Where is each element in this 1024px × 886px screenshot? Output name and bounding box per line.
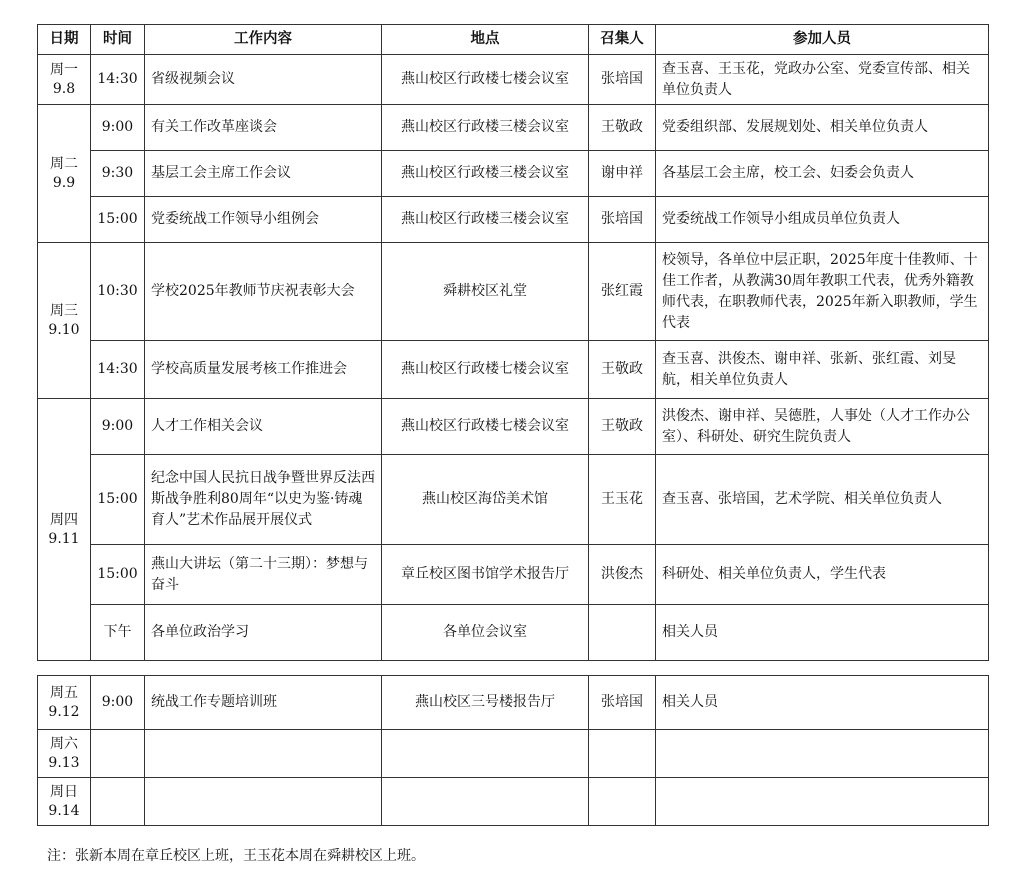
place-cell: 各单位会议室 [382, 605, 589, 661]
header-date: 日期 [38, 25, 91, 55]
content-cell: 燕山大讲坛（第二十三期）：梦想与奋斗 [145, 545, 382, 605]
table-row [38, 730, 989, 778]
day-cell-fri [38, 676, 91, 730]
convener-cell [589, 605, 656, 661]
table-row [38, 197, 989, 243]
content-cell [145, 730, 382, 778]
weekday-label: 周三 [50, 302, 78, 319]
time-cell: 15:00 [91, 455, 145, 545]
convener-cell: 张培国 [589, 55, 656, 105]
content-cell: 纪念中国人民抗日战争暨世界反法西斯战争胜利80周年“以史为鉴·铸魂育人”艺术作品展开展仪式 [145, 455, 382, 545]
convener-cell: 张培国 [589, 197, 656, 243]
date-label: 9.11 [48, 530, 80, 547]
attendees-cell: 洪俊杰、谢申祥、吴德胜，人事处（人才工作办公室）、科研处、研究生院负责人 [656, 399, 989, 455]
attendees-cell: 各基层工会主席，校工会、妇委会负责人 [656, 151, 989, 197]
time-cell: 15:00 [91, 545, 145, 605]
day-cell-thu [38, 399, 91, 661]
convener-cell: 王敬政 [589, 341, 656, 399]
convener-cell [589, 778, 656, 826]
content-cell: 学校高质量发展考核工作推进会 [145, 341, 382, 399]
header-convener: 召集人 [589, 25, 656, 55]
header-attendees: 参加人员 [656, 25, 989, 55]
time-cell: 9:00 [91, 676, 145, 730]
time-cell: 9:30 [91, 151, 145, 197]
convener-cell: 张红霞 [589, 243, 656, 341]
content-cell: 基层工会主席工作会议 [145, 151, 382, 197]
attendees-cell: 查玉喜、张培国，艺术学院、相关单位负责人 [656, 455, 989, 545]
place-cell: 燕山校区行政楼三楼会议室 [382, 105, 589, 151]
time-cell [91, 730, 145, 778]
date-label: 9.10 [48, 321, 80, 338]
table-row [38, 151, 989, 197]
convener-cell: 王敬政 [589, 105, 656, 151]
attendees-cell [656, 778, 989, 826]
attendees-cell: 相关人员 [656, 605, 989, 661]
content-cell: 统战工作专题培训班 [145, 676, 382, 730]
date-label: 9.13 [48, 754, 80, 771]
convener-cell: 谢申祥 [589, 151, 656, 197]
attendees-cell [656, 730, 989, 778]
header-place: 地点 [382, 25, 589, 55]
time-cell: 10:30 [91, 243, 145, 341]
day-cell-wed [38, 243, 91, 399]
table-row [38, 399, 989, 455]
day-cell-sun [38, 778, 91, 826]
content-cell: 党委统战工作领导小组例会 [145, 197, 382, 243]
weekday-label: 周二 [50, 155, 78, 172]
content-cell: 省级视频会议 [145, 55, 382, 105]
place-cell: 燕山校区行政楼三楼会议室 [382, 197, 589, 243]
time-cell: 9:00 [91, 105, 145, 151]
weekday-label: 周四 [50, 511, 78, 528]
attendees-cell: 科研处、相关单位负责人，学生代表 [656, 545, 989, 605]
time-cell [91, 778, 145, 826]
table-row [38, 341, 989, 399]
place-cell [382, 778, 589, 826]
schedule-table-weekend [37, 675, 989, 826]
day-cell-sat [38, 730, 91, 778]
attendees-cell: 查玉喜、王玉花，党政办公室、党委宣传部、相关单位负责人 [656, 55, 989, 105]
place-cell: 燕山校区行政楼七楼会议室 [382, 55, 589, 105]
place-cell: 燕山校区行政楼七楼会议室 [382, 399, 589, 455]
time-cell: 14:30 [91, 341, 145, 399]
table-row [38, 105, 989, 151]
weekday-label: 周六 [50, 735, 78, 752]
content-cell: 各单位政治学习 [145, 605, 382, 661]
weekday-label: 周五 [50, 684, 78, 701]
convener-cell: 张培国 [589, 676, 656, 730]
attendees-cell: 查玉喜、洪俊杰、谢申祥、张新、张红霞、刘旻航，相关单位负责人 [656, 341, 989, 399]
weekday-label: 周日 [50, 783, 78, 800]
header-row [38, 25, 989, 55]
attendees-cell: 相关人员 [656, 676, 989, 730]
content-cell: 人才工作相关会议 [145, 399, 382, 455]
table-row [38, 545, 989, 605]
attendees-cell: 党委统战工作领导小组成员单位负责人 [656, 197, 989, 243]
place-cell: 燕山校区行政楼三楼会议室 [382, 151, 589, 197]
content-cell: 学校2025年教师节庆祝表彰大会 [145, 243, 382, 341]
date-label: 9.12 [48, 703, 80, 720]
place-cell: 舜耕校区礼堂 [382, 243, 589, 341]
header-content: 工作内容 [145, 25, 382, 55]
attendees-cell: 校领导，各单位中层正职，2025年度十佳教师、十佳工作者，从教满30周年教职工代表，优秀外籍教师代表，在职教师代表，2025年新入职教师，学生代表 [656, 243, 989, 341]
schedule-table-main [37, 24, 989, 661]
convener-cell: 洪俊杰 [589, 545, 656, 605]
date-label: 9.14 [48, 802, 80, 819]
attendees-cell: 党委组织部、发展规划处、相关单位负责人 [656, 105, 989, 151]
day-cell-mon [38, 55, 91, 105]
table-row [38, 778, 989, 826]
date-label: 9.9 [52, 174, 76, 191]
table-row [38, 455, 989, 545]
place-cell: 章丘校区图书馆学术报告厅 [382, 545, 589, 605]
content-cell: 有关工作改革座谈会 [145, 105, 382, 151]
content-cell [145, 778, 382, 826]
place-cell: 燕山校区海岱美术馆 [382, 455, 589, 545]
convener-cell: 王玉花 [589, 455, 656, 545]
day-cell-tue [38, 105, 91, 243]
time-cell: 下午 [91, 605, 145, 661]
time-cell: 14:30 [91, 55, 145, 105]
weekday-label: 周一 [50, 61, 78, 78]
table-row [38, 605, 989, 661]
footnote: 注：张新本周在章丘校区上班，王玉花本周在舜耕校区上班。 [47, 848, 425, 864]
convener-cell: 王敬政 [589, 399, 656, 455]
convener-cell [589, 730, 656, 778]
place-cell: 燕山校区行政楼七楼会议室 [382, 341, 589, 399]
time-cell: 15:00 [91, 197, 145, 243]
time-cell: 9:00 [91, 399, 145, 455]
place-cell [382, 730, 589, 778]
table-row [38, 55, 989, 105]
date-label: 9.8 [52, 80, 76, 97]
table-row [38, 243, 989, 341]
header-time: 时间 [91, 25, 145, 55]
place-cell: 燕山校区三号楼报告厅 [382, 676, 589, 730]
table-row [38, 676, 989, 730]
